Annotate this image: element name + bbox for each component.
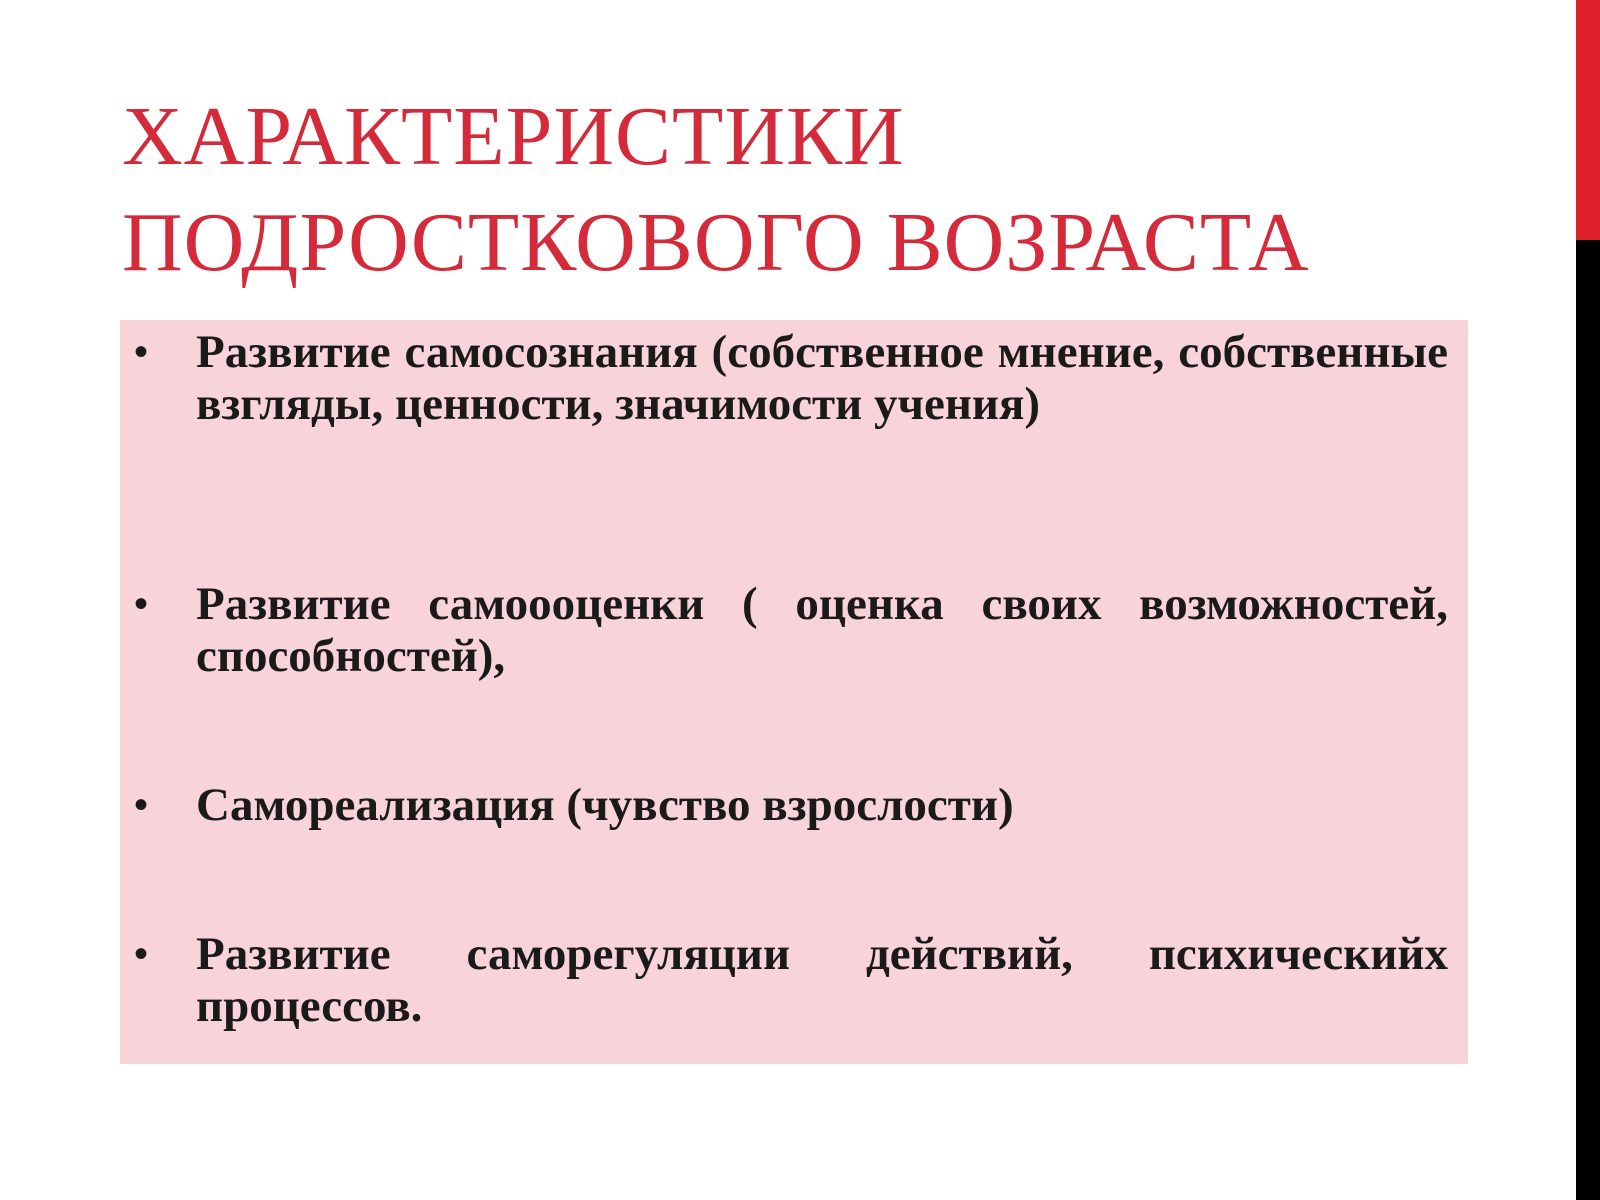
bullet-text-self-realization: Самореализация (чувство взрослости)	[196, 779, 1014, 831]
accent-bar-red	[1576, 0, 1600, 240]
bullet-text-self-esteem: Развитие самоооценки ( оценка своих возможностей, способностей),	[196, 578, 1448, 682]
bullet-icon: •	[134, 783, 149, 827]
bullet-icon: •	[134, 582, 149, 626]
title-line-1: ХАРАКТЕРИСТИКИ	[122, 90, 905, 183]
content-box	[120, 320, 1468, 1064]
bullet-text-self-regulation: Развитие саморегуляции действий, психическийх процессов.	[196, 928, 1448, 1032]
accent-bar-black	[1576, 240, 1600, 1200]
bullet-text-self-awareness: Развитие самосознания (собственное мнение, собственные взгляды, ценности, значимости учения)	[196, 326, 1448, 430]
bullet-icon: •	[134, 932, 149, 976]
bullet-icon: •	[134, 330, 149, 374]
title-line-2: ПОДРОСТКОВОГО ВОЗРАСТА	[122, 196, 1310, 289]
slide-title	[122, 84, 1542, 296]
bullet-list	[120, 320, 1468, 1064]
